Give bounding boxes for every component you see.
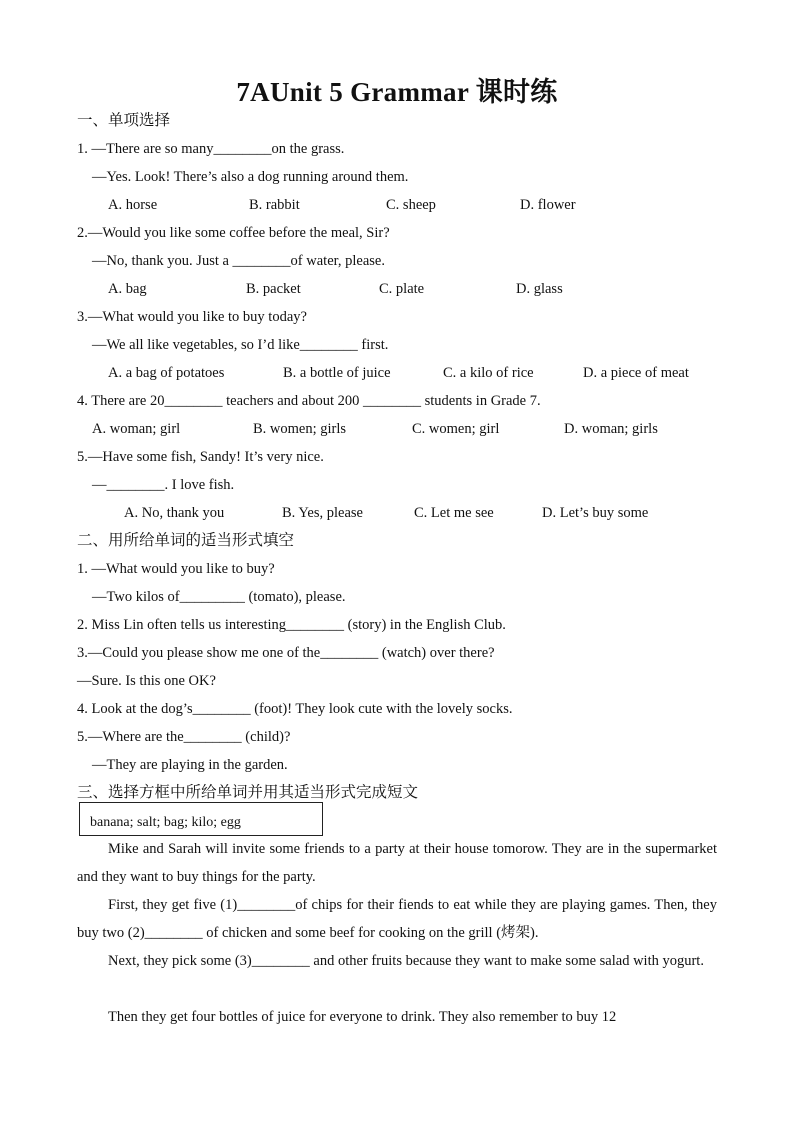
section1-heading: 一、单项选择 — [77, 112, 171, 129]
passage-paragraph-1: Mike and Sarah will invite some friends to a party at their house tomorow. They are in the supermarket and they want to buy things for the party. — [77, 841, 717, 885]
s2-line-5: —Sure. Is this one OK? — [77, 673, 216, 689]
q1-line2: —Yes. Look! There’s also a dog running around them. — [92, 169, 409, 185]
section3-heading: 三、选择方框中所给单词并用其适当形式完成短文 — [77, 784, 419, 801]
q2-option-d[interactable]: D. glass — [516, 281, 563, 297]
q4-option-c[interactable]: C. women; girl — [412, 421, 500, 437]
q3-stem: 3.—What would you like to buy today? — [77, 309, 307, 325]
s2-line-8: —They are playing in the garden. — [92, 757, 288, 773]
q5-stem: 5.—Have some fish, Sandy! It’s very nice. — [77, 449, 324, 465]
s2-line-7: 5.—Where are the________ (child)? — [77, 729, 291, 745]
q4-stem: 4. There are 20________ teachers and about 200 ________ students in Grade 7. — [77, 393, 541, 409]
q3-line2: —We all like vegetables, so I’d like________ first. — [92, 337, 389, 353]
q1-option-a[interactable]: A. horse — [108, 197, 158, 213]
q1-stem: 1. —There are so many________on the grass. — [77, 141, 345, 157]
q2-option-c[interactable]: C. plate — [379, 281, 425, 297]
passage-paragraph-3: Next, they pick some (3)________ and other fruits because they want to make some salad with yogurt. — [108, 953, 704, 969]
q4-option-a[interactable]: A. woman; girl — [92, 421, 181, 437]
q5-option-d[interactable]: D. Let’s buy some — [542, 505, 649, 521]
q2-option-b[interactable]: B. packet — [246, 281, 301, 297]
q5-line2: —________. I love fish. — [92, 477, 235, 493]
q1-option-c[interactable]: C. sheep — [386, 197, 436, 213]
passage-paragraph-2: First, they get five (1)________of chips for their fiends to eat while they are playing games. Then, they buy two (2)________ of chicken and some beef for cooking on the grill (烤架). — [77, 897, 717, 941]
section2-heading: 二、用所给单词的适当形式填空 — [77, 532, 295, 549]
q1-option-b[interactable]: B. rabbit — [249, 197, 300, 213]
s2-line-1: 1. —What would you like to buy? — [77, 561, 275, 577]
q5-option-a[interactable]: A. No, thank you — [124, 505, 225, 521]
q3-option-a[interactable]: A. a bag of potatoes — [108, 365, 225, 381]
s2-line-4: 3.—Could you please show me one of the________ (watch) over there? — [77, 645, 495, 661]
q4-option-d[interactable]: D. woman; girls — [564, 421, 658, 437]
page-title: 7AUnit 5 Grammar 课时练 — [236, 77, 558, 107]
q3-option-b[interactable]: B. a bottle of juice — [283, 365, 391, 381]
word-box: banana; salt; bag; kilo; egg — [79, 802, 323, 836]
q2-option-a[interactable]: A. bag — [108, 281, 147, 297]
q5-option-b[interactable]: B. Yes, please — [282, 505, 363, 521]
s2-line-3: 2. Miss Lin often tells us interesting________ (story) in the English Club. — [77, 617, 506, 633]
passage-paragraph-4: Then they get four bottles of juice for everyone to drink. They also remember to buy 12 — [108, 1009, 617, 1025]
q5-option-c[interactable]: C. Let me see — [414, 505, 494, 521]
q2-stem: 2.—Would you like some coffee before the meal, Sir? — [77, 225, 390, 241]
q2-line2: —No, thank you. Just a ________of water, please. — [92, 253, 385, 269]
q4-option-b[interactable]: B. women; girls — [253, 421, 347, 437]
q3-option-c[interactable]: C. a kilo of rice — [443, 365, 534, 381]
s2-line-2: —Two kilos of_________ (tomato), please. — [92, 589, 346, 605]
q1-option-d[interactable]: D. flower — [520, 197, 576, 213]
q3-option-d[interactable]: D. a piece of meat — [583, 365, 689, 381]
s2-line-6: 4. Look at the dog’s________ (foot)! They look cute with the lovely socks. — [77, 701, 513, 717]
